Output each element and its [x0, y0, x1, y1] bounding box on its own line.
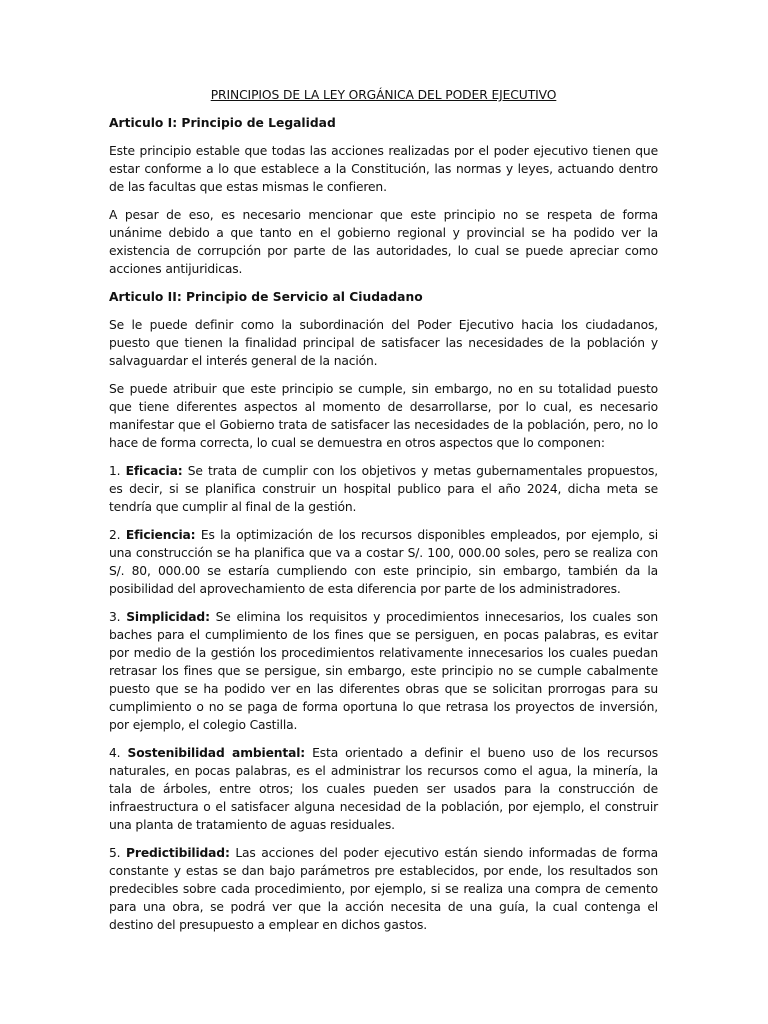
paragraph: Este principio estable que todas las acciones realizadas por el poder ejecutivo tienen que estar conforme a lo que establece a la Constitución, las normas y leyes, actuando dentro de las facultas que estas mismas le confieren. [109, 144, 658, 194]
list-item-predictibilidad [109, 844, 658, 934]
list-item-simplicidad [109, 608, 658, 734]
item-term: Eficacia: [125, 464, 183, 478]
item-number: 4. [109, 746, 121, 760]
section-heading-legalidad: Articulo I: Principio de Legalidad [109, 116, 336, 130]
section-heading-servicio: Articulo II: Principio de Servicio al Ciudadano [109, 290, 423, 304]
item-number: 1. [109, 464, 121, 478]
document-title: PRINCIPIOS DE LA LEY ORGÁNICA DEL PODER EJECUTIVO [210, 88, 557, 102]
list-item-sostenibilidad [109, 744, 658, 834]
item-term: Sostenibilidad ambiental: [127, 746, 306, 760]
item-text: Esta orientado a definir el bueno uso de los recursos naturales, en pocas palabras, es el administrar los recursos como el agua, la minería, la tala de árboles, entre otros; los cuales pueden ser usados para la construcción de infraestructura o el satisfacer alguna necesidad de la población, por ejemplo, el construir una planta de tratamiento de aguas residuales. [109, 746, 658, 832]
item-term: Predictibilidad: [126, 846, 230, 860]
document-page [109, 86, 658, 944]
item-number: 2. [109, 528, 121, 542]
paragraph: Se puede atribuir que este principio se cumple, sin embargo, no en su totalidad puesto que tiene diferentes aspectos al momento de desarrollarse, por lo cual, es necesario manifestar que el Gobierno trata de satisfacer las necesidades de la población, pero, no lo hace de forma correcta, lo cual se demuestra en otros aspectos que lo componen: [109, 382, 658, 450]
paragraph: Se le puede definir como la subordinación del Poder Ejecutivo hacia los ciudadanos, puesto que tienen la finalidad principal de satisfacer las necesidades de la población y salvaguardar el interés general de la nación. [109, 318, 658, 368]
item-term: Eficiencia: [125, 528, 196, 542]
item-number: 3. [109, 610, 121, 624]
list-item-eficiencia [109, 526, 658, 598]
item-number: 5. [109, 846, 121, 860]
item-term: Simplicidad: [126, 610, 210, 624]
item-text: Las acciones del poder ejecutivo están siendo informadas de forma constante y estas se dan bajo parámetros pre establecidos, por ende, los resultados son predecibles sobre cada procedimiento, por ejemplo, si se realiza una compra de cemento para una obra, se podrá ver que la acción necesita de una guía, la cual contenga el destino del presupuesto a emplear en dichos gastos. [109, 846, 658, 932]
list-item-eficacia [109, 462, 658, 516]
item-text: Es la optimización de los recursos disponibles empleados, por ejemplo, si una construcción se ha planifica que va a costar S/. 100, 000.00 soles, pero se realiza con S/. 80, 000.00 se estaría cumpliendo con este principio, sin embargo, también da la posibilidad del aprovechamiento de esta diferencia por parte de los administradores. [109, 528, 658, 596]
item-text: Se elimina los requisitos y procedimientos innecesarios, los cuales son baches para el cumplimiento de los fines que se persiguen, en pocas palabras, es evitar por medio de la gestión los procedimientos relativamente innecesarios los cuales puedan retrasar los fines que se persigue, sin embargo, este principio no se cumple cabalmente puesto que se ha podido ver en las diferentes obras que se solicitan prorrogas para su cumplimiento o no se paga de forma oportuna lo que retrasa los proyectos de inversión, por ejemplo, el colegio Castilla. [109, 610, 659, 732]
item-text: Se trata de cumplir con los objetivos y metas gubernamentales propuestos, es decir, si se planifica construir un hospital publico para el año 2024, dicha meta se tendría que cumplir al final de la gestión. [109, 464, 658, 514]
paragraph: A pesar de eso, es necesario mencionar que este principio no se respeta de forma unánime debido a que tanto en el gobierno regional y provincial se ha podido ver la existencia de corrupción por parte de las autoridades, lo cual se puede apreciar como acciones antijuridicas. [109, 208, 658, 276]
